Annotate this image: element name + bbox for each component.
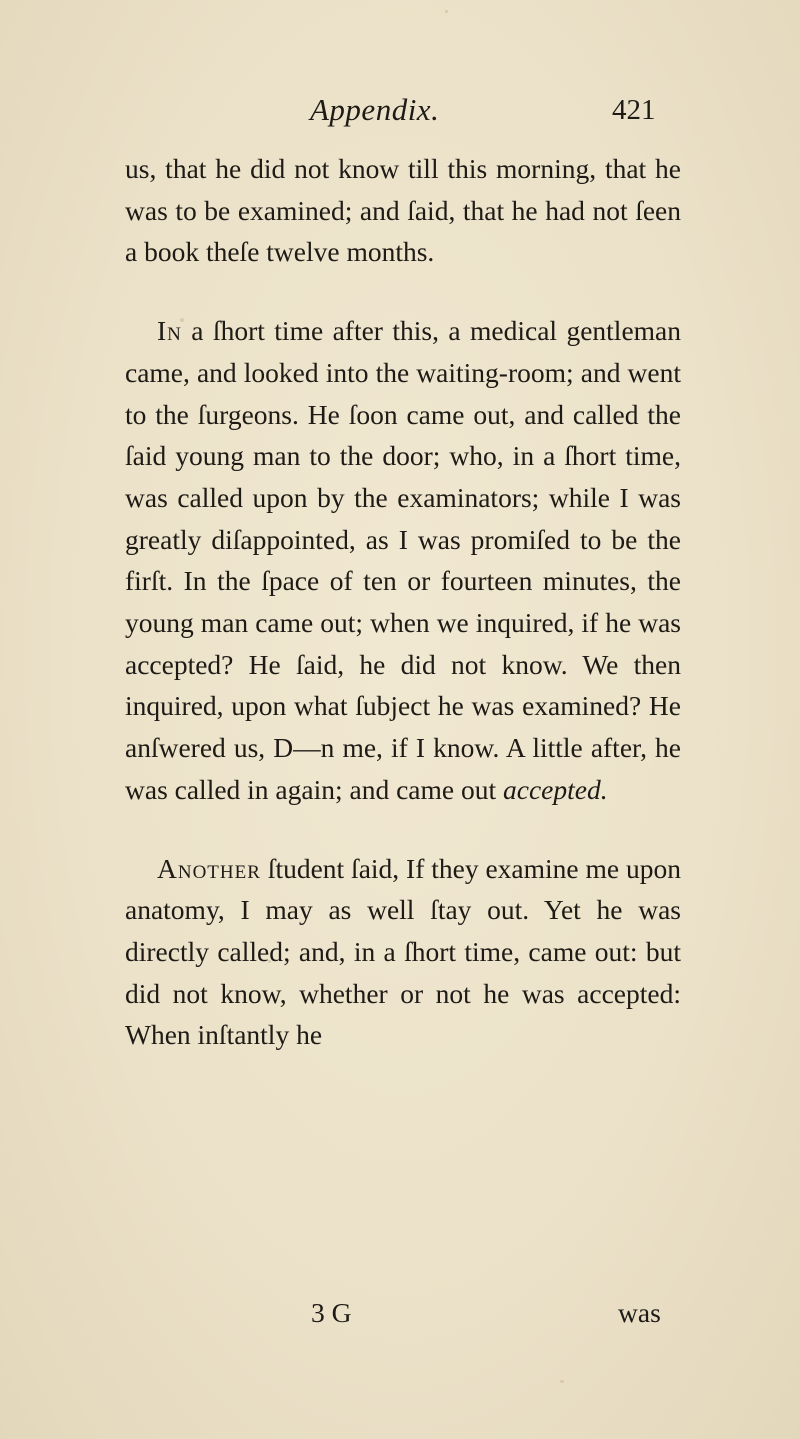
paragraph-lead-word: Another	[157, 852, 261, 884]
paragraph-continuation	[125, 148, 681, 273]
page-footer	[0, 1297, 800, 1337]
page-header	[0, 92, 800, 132]
paragraph-text: ſtudent ſaid, If they examine me upon anatomy, I may as well ſtay out. Yet he was directly called; and, in a ſhort time, came out: but did not know, whether or not he was accepted: When inſtantly he	[125, 852, 681, 1051]
paragraph	[125, 848, 681, 1057]
page-number: 421	[612, 94, 656, 126]
paragraph	[125, 310, 681, 810]
body-text	[125, 148, 681, 1056]
catchword: was	[618, 1297, 661, 1328]
signature-mark: 3 G	[311, 1297, 352, 1328]
emphasized-word: accepted.	[502, 773, 608, 805]
running-head: Appendix.	[310, 92, 440, 127]
paper-speck	[445, 10, 448, 13]
paper-speck	[560, 1380, 564, 1383]
paragraph-lead-word: In	[157, 315, 182, 347]
paragraph-text: a ſhort time after this, a medical gentleman came, and looked into the waiting-room; and went to the ſurgeons. He ſoon came out, and called the ſaid young man to the door; who, in a ſhort time, was called upon by the examinators; while I was greatly diſappointed, as I was promiſed to be the firſt. In the ſpace of ten or fourteen minutes, the young man came out; when we inquired, if he was accepted? He ſaid, he did not know. We then inquired, upon what ſubject he was examined? He anſwered us, D—n me, if I know. A little after, he was called in again; and came out	[125, 315, 681, 805]
paragraph-text: us, that he did not know till this morning, that he was to be examined; and ſaid, that he had not ſeen a book theſe twelve months.	[125, 153, 681, 268]
